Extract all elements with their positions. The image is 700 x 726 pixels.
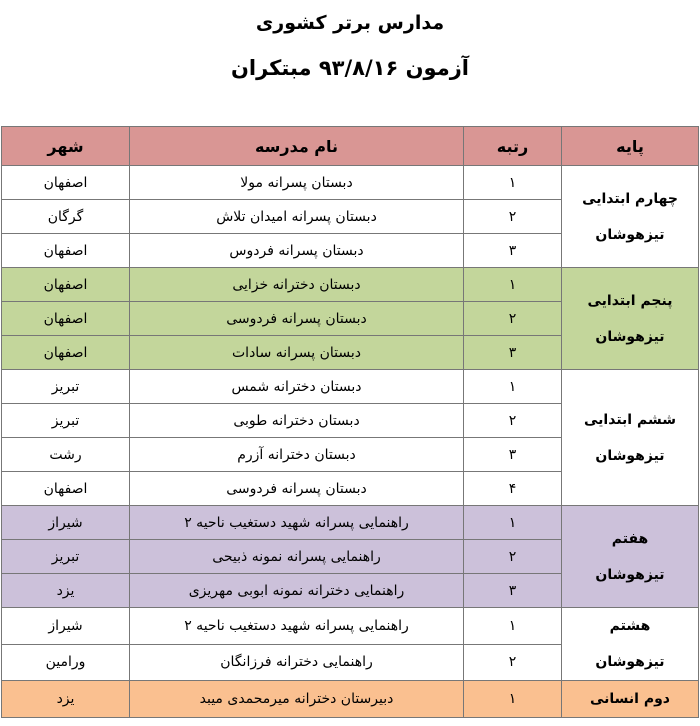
grade-cell — [562, 166, 699, 268]
grade-cell — [562, 681, 699, 718]
table-body — [2, 166, 699, 718]
grade-label-line2: تیزهوشان — [595, 566, 665, 583]
city-cell: تبریز — [2, 404, 130, 438]
grade-cell — [562, 370, 699, 506]
school-cell: راهنمایی پسرانه شهید دستغیب ناحیه ۲ — [130, 608, 464, 645]
column-header-grade: پایه — [562, 127, 699, 166]
city-cell: تبریز — [2, 540, 130, 574]
table-header-row — [2, 127, 699, 166]
grade-label-line2: تیزهوشان — [595, 447, 665, 464]
column-header-school: نام مدرسه — [130, 127, 464, 166]
table-row — [2, 681, 699, 718]
results-table — [1, 126, 699, 718]
table-row — [2, 268, 699, 302]
city-cell: اصفهان — [2, 472, 130, 506]
school-cell: راهنمایی دخترانه نمونه ابوبی مهریزی — [130, 574, 464, 608]
city-cell: شیراز — [2, 608, 130, 645]
rank-cell: ۳ — [464, 336, 562, 370]
table-row — [2, 506, 699, 540]
city-cell: تبریز — [2, 370, 130, 404]
city-cell: اصفهان — [2, 166, 130, 200]
school-cell: دبستان پسرانه فردوس — [130, 234, 464, 268]
grade-label-line2: تیزهوشان — [595, 654, 665, 670]
school-cell: دبستان دخترانه شمس — [130, 370, 464, 404]
school-cell: دبستان دخترانه خزایی — [130, 268, 464, 302]
column-header-rank: رتبه — [464, 127, 562, 166]
school-cell: دبستان پسرانه فردوسی — [130, 302, 464, 336]
grade-label-line1: دوم انسانی — [589, 691, 670, 707]
school-cell: دبستان پسرانه مولا — [130, 166, 464, 200]
city-cell: ورامین — [2, 644, 130, 681]
city-cell: یزد — [2, 574, 130, 608]
school-cell: دبستان دخترانه طوبی — [130, 404, 464, 438]
rank-cell: ۱ — [464, 166, 562, 200]
rank-cell: ۱ — [464, 608, 562, 645]
school-cell: راهنمایی دخترانه فرزانگان — [130, 644, 464, 681]
school-cell: دبستان پسرانه فردوسی — [130, 472, 464, 506]
page-title: مدارس برتر کشوری — [255, 12, 445, 34]
rank-cell: ۱ — [464, 370, 562, 404]
school-cell: دبستان دخترانه آزرم — [130, 438, 464, 472]
table-row — [2, 608, 699, 645]
grade-label-line1: پنجم ابتدایی — [587, 292, 673, 309]
city-cell: اصفهان — [2, 336, 130, 370]
rank-cell: ۱ — [464, 268, 562, 302]
grade-label-line1: چهارم ابتدایی — [582, 190, 678, 207]
table-row — [2, 166, 699, 200]
grade-cell — [562, 268, 699, 370]
rank-cell: ۳ — [464, 438, 562, 472]
rank-cell: ۲ — [464, 644, 562, 681]
rank-cell: ۲ — [464, 404, 562, 438]
school-cell: راهنمایی پسرانه شهید دستغیب ناحیه ۲ — [130, 506, 464, 540]
rank-cell: ۳ — [464, 234, 562, 268]
column-header-city: شهر — [2, 127, 130, 166]
grade-cell — [562, 506, 699, 608]
rank-cell: ۲ — [464, 200, 562, 234]
school-cell: دبستان پسرانه امیدان تلاش — [130, 200, 464, 234]
grade-label-line2: تیزهوشان — [595, 226, 665, 243]
grade-label-line2: تیزهوشان — [595, 328, 665, 345]
rank-cell: ۲ — [464, 302, 562, 336]
city-cell: شیراز — [2, 506, 130, 540]
city-cell: اصفهان — [2, 234, 130, 268]
grade-label-line1: هشتم — [609, 618, 651, 634]
rank-cell: ۴ — [464, 472, 562, 506]
grade-label-line1: ششم ابتدایی — [584, 411, 676, 428]
city-cell: یزد — [2, 681, 130, 718]
rank-cell: ۱ — [464, 506, 562, 540]
city-cell: اصفهان — [2, 302, 130, 336]
city-cell: رشت — [2, 438, 130, 472]
grade-label-line1: هفتم — [611, 530, 649, 547]
rank-cell: ۱ — [464, 681, 562, 718]
city-cell: اصفهان — [2, 268, 130, 302]
rank-cell: ۳ — [464, 574, 562, 608]
page-subtitle: آزمون ۹۳/۸/۱۶ مبتکران — [231, 56, 469, 80]
school-cell: دبستان پسرانه سادات — [130, 336, 464, 370]
city-cell: گرگان — [2, 200, 130, 234]
school-cell: دبیرستان دخترانه میرمحمدی میبد — [130, 681, 464, 718]
grade-cell — [562, 608, 699, 681]
rank-cell: ۲ — [464, 540, 562, 574]
school-cell: راهنمایی پسرانه نمونه ذبیحی — [130, 540, 464, 574]
table-row — [2, 370, 699, 404]
